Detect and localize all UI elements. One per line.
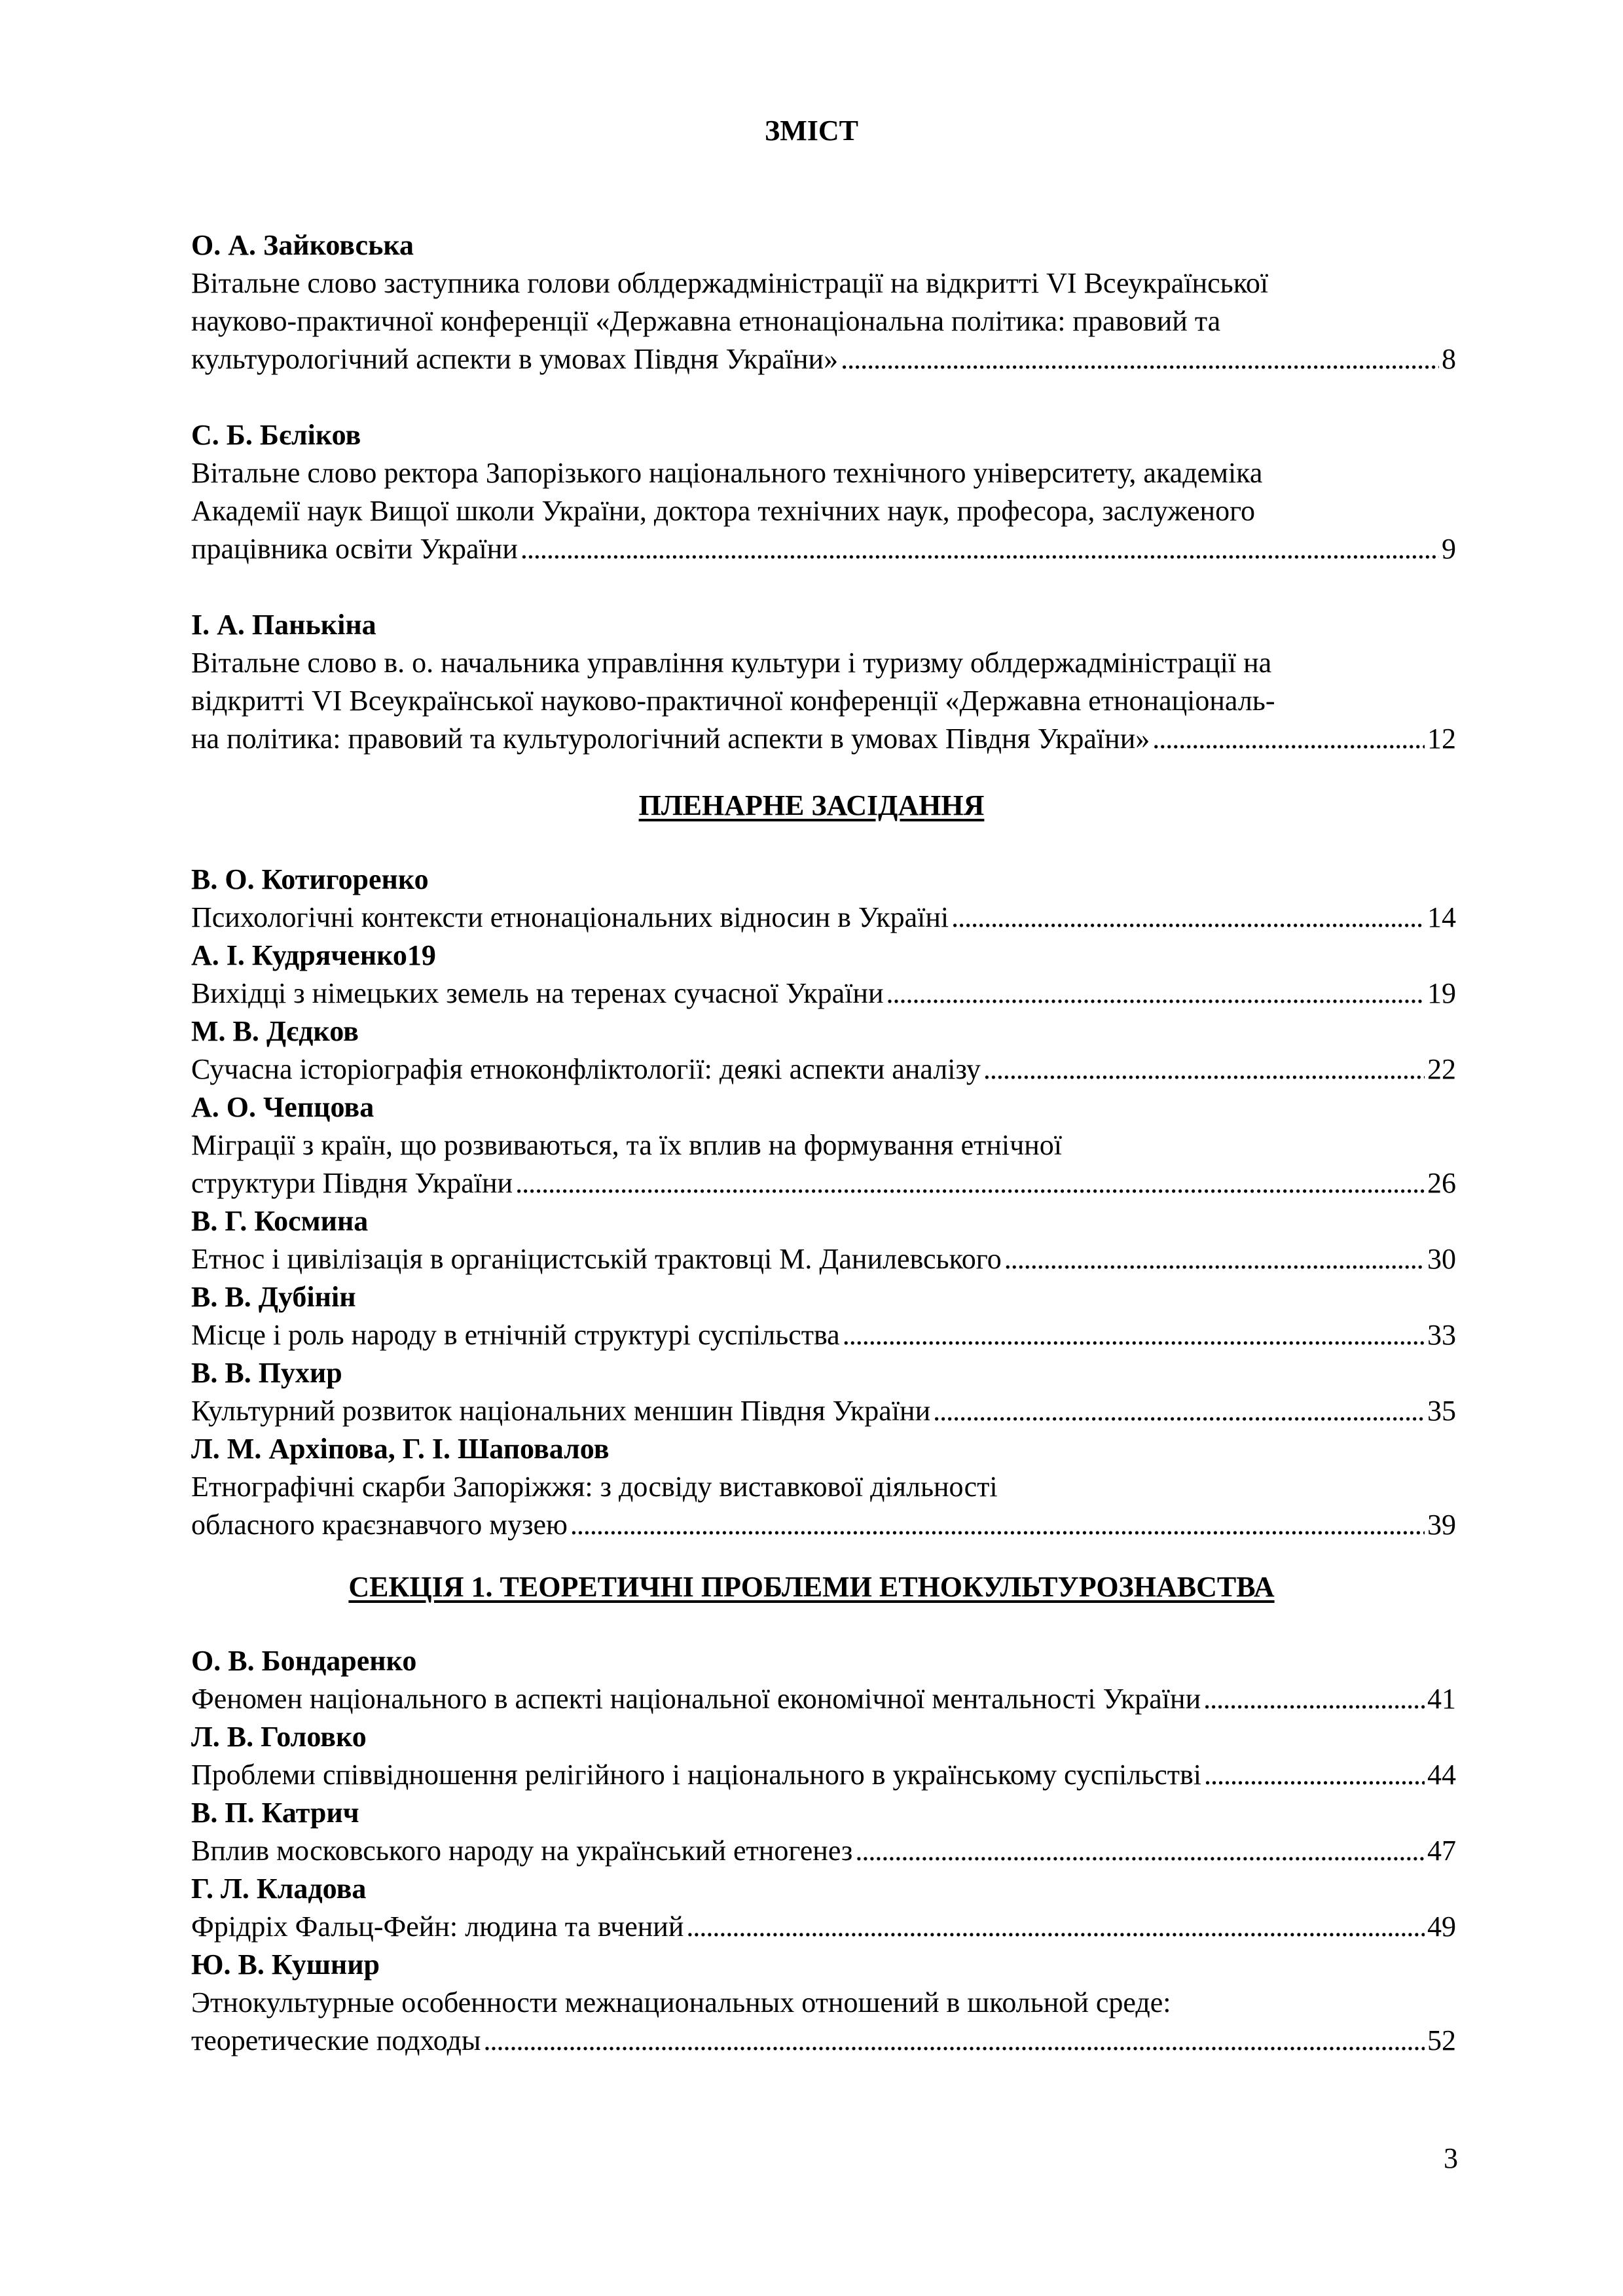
toc-entry[interactable]	[191, 1794, 1456, 1870]
toc-entry-author: В. Г. Космина	[191, 1205, 369, 1237]
toc-entry-author: О. В. Бондаренко	[191, 1645, 417, 1677]
toc-entry-leader-line	[191, 899, 1456, 937]
dot-leader	[933, 1392, 1425, 1430]
toc-entry-page-number: 26	[1427, 1167, 1456, 1199]
toc-entry-title-line: Психологічні контексти етнонаціональних відносин в Україні	[191, 901, 949, 933]
dot-leader	[520, 530, 1439, 568]
toc-entry-page-number: 14	[1427, 901, 1456, 933]
toc-entry-title-line: Вітальне слово ректора Запорізького національного технічного університету, академіка	[191, 457, 1263, 489]
dot-leader	[1152, 720, 1425, 758]
dot-leader	[841, 340, 1439, 378]
toc-entry-title-line: культурологічний аспекти в умовах Півдня України»	[191, 343, 839, 375]
section-heading-plenary: ПЛЕНАРНЕ ЗАСІДАННЯ	[638, 789, 985, 821]
toc-entry-title-line: відкритті VI Всеукраїнської науково-практичної конференції «Державна етнонаціональ-	[191, 685, 1275, 717]
toc-entry-leader-line	[191, 975, 1456, 1013]
toc-entry-page-number: 30	[1427, 1243, 1456, 1275]
intro-entries	[191, 226, 1456, 758]
toc-entry[interactable]	[191, 1946, 1456, 2060]
toc-entry[interactable]	[191, 226, 1456, 378]
toc-entry-title-line: Проблеми співвідношення релігійного і національного в українському суспільстві	[191, 1759, 1202, 1791]
toc-entry[interactable]	[191, 416, 1456, 568]
toc-entry-title-line: Етнографічні скарби Запоріжжя: з досвіду виставкової діяльності	[191, 1471, 998, 1503]
toc-entry-title-line: Сучасна історіографія етноконфліктології: деякі аспекти аналізу	[191, 1053, 981, 1085]
toc-entry-title-line: Вихідці з німецьких земель на теренах сучасної України	[191, 977, 884, 1009]
toc-entry[interactable]	[191, 1088, 1456, 1202]
toc-entry-title-line: Міграції з країн, що розвиваються, та їх вплив на формування етнічної	[191, 1129, 1063, 1161]
toc-entry-author: В. П. Катрич	[191, 1797, 359, 1829]
section-heading-section1: СЕКЦІЯ 1. ТЕОРЕТИЧНІ ПРОБЛЕМИ ЕТНОКУЛЬТУРОЗНАВСТВА	[348, 1571, 1275, 1603]
dot-leader	[686, 1908, 1425, 1946]
toc-entry-page-number: 8	[1442, 343, 1456, 375]
toc-entry-author: В. В. Пухир	[191, 1357, 342, 1389]
toc-entry[interactable]	[191, 861, 1456, 937]
toc-entry-title-line: науково-практичної конференції «Державна етнонаціональна політика: правовий та	[191, 305, 1221, 337]
toc-entry[interactable]	[191, 1870, 1456, 1946]
dot-leader	[1203, 1680, 1425, 1718]
toc-entry-author: С. Б. Бєліков	[191, 419, 361, 451]
toc-entry-leader-line	[191, 1832, 1456, 1870]
dot-leader	[483, 2022, 1425, 2060]
toc-entry-leader-line	[191, 1316, 1456, 1354]
toc-entry-title-line: теоретические подходы	[191, 2024, 481, 2056]
toc-entry-leader-line	[191, 2022, 1456, 2060]
plenary-entries	[191, 861, 1456, 1544]
toc-entry-leader-line	[191, 1050, 1456, 1088]
dot-leader	[570, 1506, 1425, 1544]
toc-entry-author: В. О. Котигоренко	[191, 863, 429, 895]
dot-leader	[1204, 1756, 1425, 1794]
toc-entry-title-line: Этнокультурные особенности межнациональных отношений в школьной среде:	[191, 1986, 1171, 2018]
toc-entry-page-number: 49	[1427, 1910, 1456, 1943]
toc-entry-author: В. В. Дубінін	[191, 1281, 356, 1313]
dot-leader	[855, 1832, 1425, 1870]
toc-entry-leader-line	[191, 1392, 1456, 1430]
toc-entry[interactable]	[191, 606, 1456, 758]
toc-entry-title-line: Академії наук Вищої школи України, доктора технічних наук, професора, заслуженого	[191, 495, 1256, 527]
toc-entry[interactable]	[191, 937, 1456, 1013]
dot-leader	[951, 899, 1425, 937]
dot-leader	[1004, 1240, 1425, 1278]
toc-entry-page-number: 47	[1427, 1835, 1456, 1867]
toc-entry-title-line: Фрідріх Фальц-Фейн: людина та вчений	[191, 1910, 684, 1943]
toc-entry-author: Л. М. Архіпова, Г. І. Шаповалов	[191, 1433, 610, 1465]
entry-gap	[191, 378, 1456, 416]
toc-entry-leader-line	[191, 530, 1456, 568]
toc-entry-author: А. О. Чепцова	[191, 1091, 374, 1123]
toc-entry-title-line: Етнос і цивілізація в органіцистській трактовці М. Данилевського	[191, 1243, 1002, 1275]
dot-leader	[843, 1316, 1425, 1354]
toc-entry-leader-line	[191, 1908, 1456, 1946]
toc-entry-page-number: 39	[1427, 1509, 1456, 1541]
toc-entry[interactable]	[191, 1430, 1456, 1544]
toc-entry-page-number: 22	[1427, 1053, 1456, 1085]
toc-entry-title-line: Вітальне слово заступника голови облдержадміністрації на відкритті VI Всеукраїнської	[191, 267, 1269, 299]
toc-entry-page-number: 52	[1427, 2024, 1456, 2056]
toc-entry-title-line: працівника освіти України	[191, 533, 518, 565]
toc-entry[interactable]	[191, 1354, 1456, 1430]
toc-entry-author: О. А. Зайковська	[191, 229, 414, 261]
toc-entry-title-line: на політика: правовий та культурологічний аспекти в умовах Півдня України»	[191, 723, 1150, 755]
toc-entry-page-number: 9	[1442, 533, 1456, 565]
toc-entry-leader-line	[191, 1240, 1456, 1278]
toc-entry-leader-line	[191, 1680, 1456, 1718]
toc-entry-page-number: 44	[1427, 1759, 1456, 1791]
toc-entry-title-line: Культурний розвиток національних меншин Півдня України	[191, 1395, 931, 1427]
toc-entry-leader-line	[191, 720, 1456, 758]
toc-entry-author: М. В. Дєдков	[191, 1015, 359, 1047]
toc-entry-author: Г. Л. Кладова	[191, 1873, 367, 1905]
toc-entry[interactable]	[191, 1278, 1456, 1354]
toc-entry-title-line: Місце і роль народу в етнічній структурі суспільства	[191, 1319, 840, 1351]
toc-entry-title-line: обласного краєзнавчого музею	[191, 1509, 568, 1541]
toc-entry-page-number: 33	[1427, 1319, 1456, 1351]
toc-entry-leader-line	[191, 340, 1456, 378]
page-number: 3	[1444, 2142, 1458, 2174]
toc-entry[interactable]	[191, 1013, 1456, 1088]
toc-entry[interactable]	[191, 1718, 1456, 1794]
toc-entry-leader-line	[191, 1164, 1456, 1202]
toc-entry-title-line: Вплив московського народу на український етногенез	[191, 1835, 853, 1867]
toc-entry[interactable]	[191, 1202, 1456, 1278]
entry-gap	[191, 568, 1456, 606]
dot-leader	[515, 1164, 1425, 1202]
toc-entry-author: Л. В. Головко	[191, 1721, 367, 1753]
toc-entry-leader-line	[191, 1756, 1456, 1794]
toc-entry-title-line: Вітальне слово в. о. начальника управління культури і туризму облдержадміністрації на	[191, 647, 1272, 679]
page-title: ЗМІСТ	[765, 115, 858, 147]
toc-entry-leader-line	[191, 1506, 1456, 1544]
section1-entries	[191, 1642, 1456, 2060]
toc-entry-page-number: 41	[1427, 1683, 1456, 1715]
toc-entry-page-number: 12	[1427, 723, 1456, 755]
toc-entry-author: І. А. Панькіна	[191, 609, 376, 641]
toc-entry-page-number: 19	[1427, 977, 1456, 1009]
toc-entry-page-number: 35	[1427, 1395, 1456, 1427]
dot-leader	[886, 975, 1425, 1013]
dot-leader	[983, 1050, 1425, 1088]
toc-entry-title-line: Феномен національного в аспекті національної економічної ментальності України	[191, 1683, 1201, 1715]
toc-entry-author: Ю. В. Кушнир	[191, 1948, 380, 1981]
toc-entry-title-line: структури Півдня України	[191, 1167, 513, 1199]
toc-entry-author: А. І. Кудряченко19	[191, 939, 436, 971]
toc-entry[interactable]	[191, 1642, 1456, 1718]
